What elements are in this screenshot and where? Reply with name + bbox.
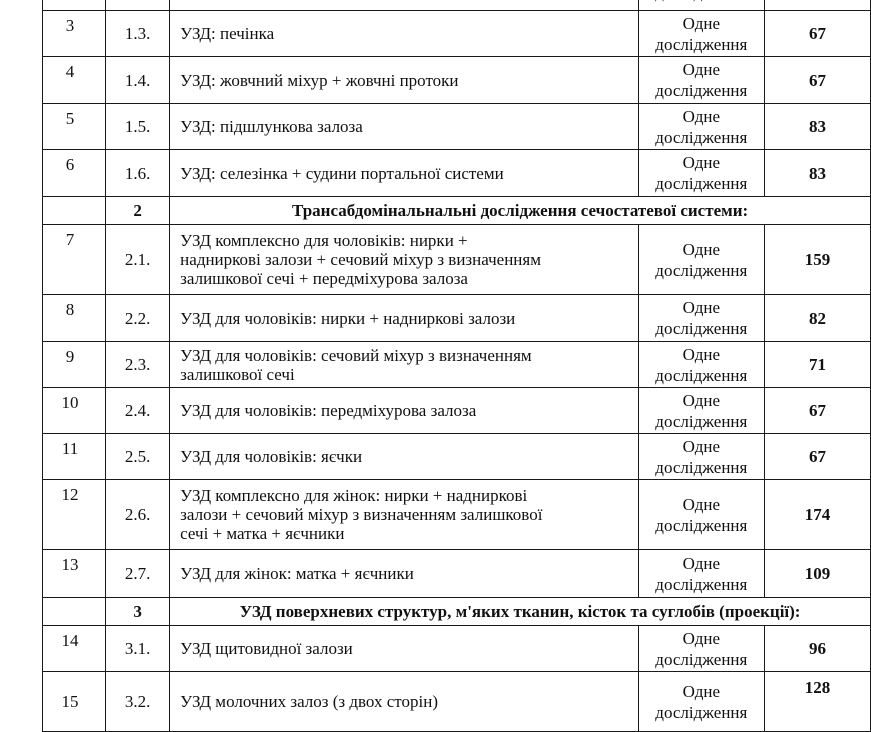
unit-line-1: Одне — [682, 553, 720, 573]
row-number: 8 — [43, 295, 106, 342]
row-number: 10 — [43, 388, 106, 434]
service-name-line: залишкової сечі + передміхурова залоза — [180, 269, 468, 288]
table-row — [43, 672, 871, 732]
unit-line-1: Одне — [682, 60, 720, 79]
service-code: 1.3. — [106, 11, 170, 57]
row-number: 6 — [43, 150, 106, 197]
price: 159 — [764, 225, 870, 295]
row-number: 7 — [43, 225, 106, 295]
section-title: УЗД поверхневих структур, м'яких тканин, кісток та суглобів (проекції): — [170, 598, 871, 626]
service-name: УЗД для чоловіків: яєчки — [170, 434, 639, 480]
unit-cell — [638, 150, 764, 197]
service-code: 1.6. — [106, 150, 170, 197]
row-number: 9 — [43, 342, 106, 388]
service-name: УЗД: підшлункова залоза — [170, 104, 639, 150]
service-name: УЗД: жовчний міхур + жовчні протоки — [170, 57, 639, 104]
service-code: 2.3. — [106, 342, 170, 388]
unit-cell — [638, 104, 764, 150]
unit-cell — [638, 388, 764, 434]
service-code: 2.6. — [106, 480, 170, 550]
price: 67 — [764, 434, 870, 480]
unit-line-1: Одне — [682, 13, 720, 33]
unit-line-1: Одне — [682, 298, 720, 317]
service-name — [170, 342, 639, 388]
service-name-line: залишкової сечі — [180, 364, 295, 384]
unit-line-2: дослідження — [655, 260, 748, 280]
row-number: 5 — [43, 104, 106, 150]
service-name-line: сечі + матка + яєчники — [180, 524, 345, 543]
unit-cell — [638, 342, 764, 388]
service-name-line: залози + сечовий міхур з визначенням залишкової — [180, 505, 543, 524]
unit-cell — [638, 434, 764, 480]
service-name-line: УЗД комплексно для жінок: нирки + надниркові — [180, 486, 528, 505]
unit-line-2: дослідження — [655, 574, 748, 594]
unit-line-1: Одне — [682, 681, 720, 701]
price: 174 — [764, 480, 870, 550]
service-name-line: УЗД комплексно для чоловіків: нирки + — [180, 231, 468, 250]
row-number: 15 — [43, 672, 106, 732]
row-number: 3 — [43, 11, 106, 57]
section-header-row — [43, 598, 871, 626]
section-number: 2 — [106, 197, 170, 225]
table-row — [43, 0, 871, 11]
service-code: 1.5. — [106, 104, 170, 150]
service-name: УЗД для жінок: матка + яєчники — [170, 550, 639, 598]
unit-cell — [638, 480, 764, 550]
service-name: УЗД молочних залоз (з двох сторін) — [170, 672, 639, 732]
service-name-line: надниркові залози + сечовий міхур з визначенням — [180, 250, 541, 269]
service-code: 3.2. — [106, 672, 170, 732]
table-row — [43, 11, 871, 57]
unit-line-2: дослідження — [655, 34, 748, 54]
unit-line-2: дослідження — [655, 81, 748, 100]
table-row — [43, 626, 871, 672]
price: 67 — [764, 57, 870, 104]
row-number: 12 — [43, 480, 106, 550]
section-title: Трансабдомінальнальні дослідження сечостатевої системи: — [170, 197, 871, 225]
service-name: УЗД: печінка — [170, 11, 639, 57]
service-code: 1.4. — [106, 57, 170, 104]
service-code: 3.1. — [106, 626, 170, 672]
price: 67 — [764, 11, 870, 57]
table-row — [43, 225, 871, 295]
unit-line-2: дослідження — [655, 127, 748, 147]
row-number: 13 — [43, 550, 106, 598]
section-number: 3 — [106, 598, 170, 626]
service-code: 2.4. — [106, 388, 170, 434]
unit-fragment — [655, 0, 747, 2]
service-name: УЗД: селезінка + судини портальної системи — [170, 150, 639, 197]
row-number: 14 — [43, 626, 106, 672]
service-code: 2.7. — [106, 550, 170, 598]
unit-line-1: Одне — [682, 239, 720, 259]
price: 67 — [764, 388, 870, 434]
service-name: УЗД для чоловіків: передміхурова залоза — [170, 388, 639, 434]
unit-line-2: дослідження — [655, 174, 748, 193]
price: 96 — [764, 626, 870, 672]
table-row — [43, 388, 871, 434]
unit-cell — [638, 295, 764, 342]
unit-line-1: Одне — [682, 436, 720, 456]
unit-line-1: Одне — [682, 390, 720, 410]
table-row — [43, 150, 871, 197]
service-name: УЗД для чоловіків: нирки + надниркові залози — [170, 295, 639, 342]
unit-cell — [638, 626, 764, 672]
service-name-line: УЗД для чоловіків: сечовий міхур з визначенням — [180, 345, 532, 365]
unit-line-2: дослідження — [655, 319, 748, 338]
unit-line-1: Одне — [682, 106, 720, 126]
table-row — [43, 342, 871, 388]
services-price-table — [42, 0, 871, 732]
price: 83 — [764, 104, 870, 150]
table-row — [43, 550, 871, 598]
row-number: 11 — [43, 434, 106, 480]
price: 109 — [764, 550, 870, 598]
price-table-page — [42, 0, 871, 732]
price: 82 — [764, 295, 870, 342]
row-number: 4 — [43, 57, 106, 104]
unit-line-1: Одне — [682, 628, 720, 648]
unit-line-2: дослідження — [655, 649, 748, 669]
service-code: 2.1. — [106, 225, 170, 295]
table-row — [43, 57, 871, 104]
price: 83 — [764, 150, 870, 197]
unit-line-1: Одне — [682, 153, 720, 172]
unit-cell — [638, 672, 764, 732]
section-header-row — [43, 197, 871, 225]
unit-cell — [638, 225, 764, 295]
unit-line-1: Одне — [682, 494, 720, 514]
unit-cell — [638, 57, 764, 104]
table-row — [43, 480, 871, 550]
unit-line-2: дослідження — [655, 702, 748, 722]
unit-line-2: дослідження — [655, 515, 748, 535]
service-name — [170, 480, 639, 550]
unit-cell — [638, 550, 764, 598]
service-name: УЗД щитовидної залози — [170, 626, 639, 672]
table-row — [43, 295, 871, 342]
table-row — [43, 434, 871, 480]
unit-cell — [638, 11, 764, 57]
unit-line-2: дослідження — [655, 457, 748, 477]
service-code: 2.2. — [106, 295, 170, 342]
unit-line-2: дослідження — [655, 365, 748, 385]
price: 71 — [764, 342, 870, 388]
unit-line-2: дослідження — [655, 411, 748, 431]
service-code: 2.5. — [106, 434, 170, 480]
service-name — [170, 225, 639, 295]
unit-line-1: Одне — [682, 344, 720, 364]
table-row — [43, 104, 871, 150]
price: 128 — [764, 672, 870, 732]
